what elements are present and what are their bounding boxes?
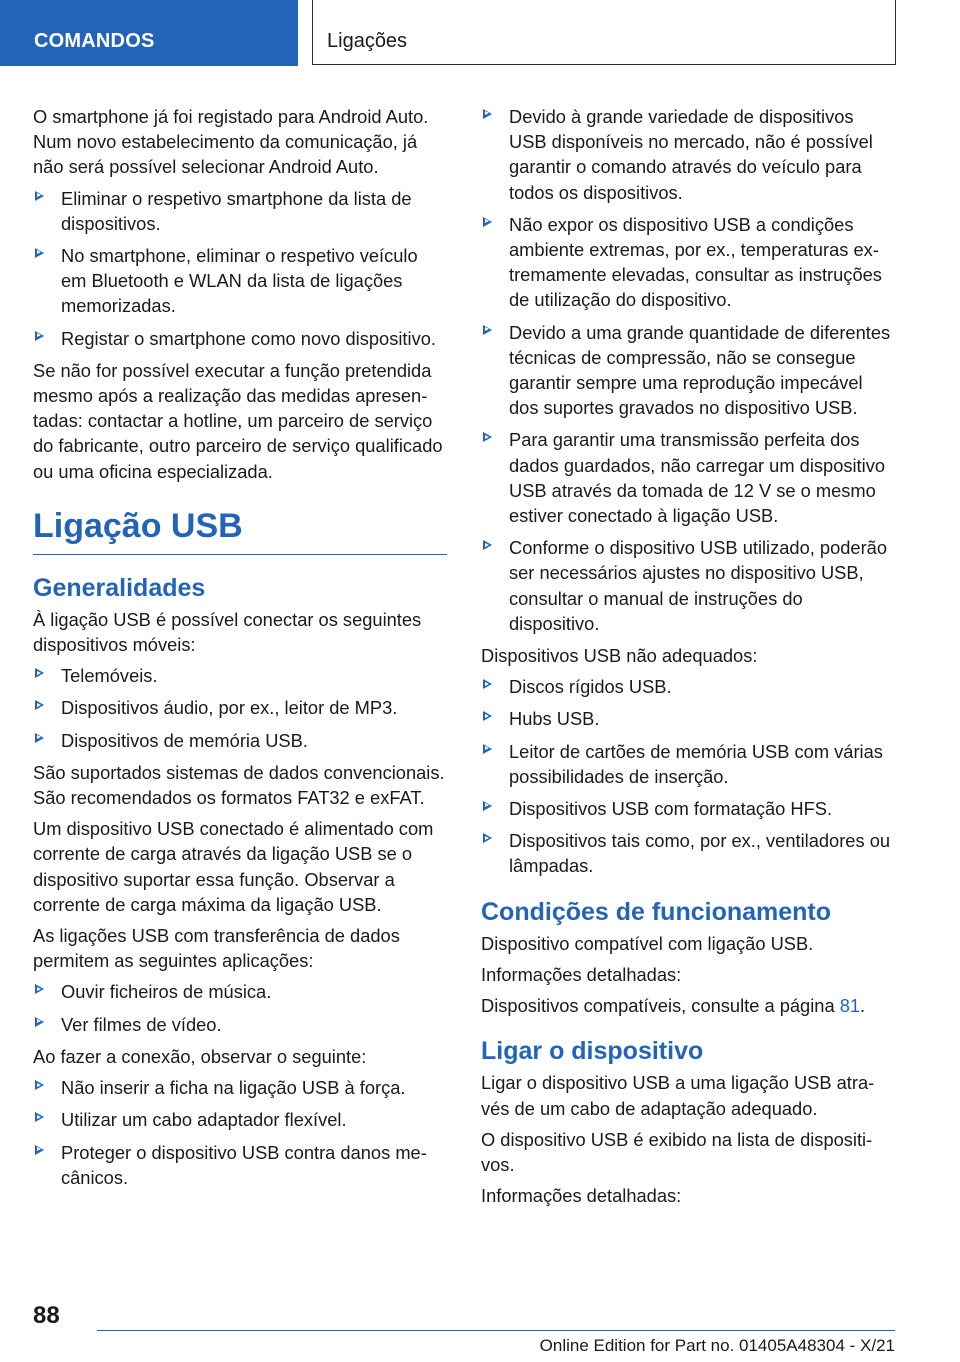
triangle-bullet-icon	[483, 325, 492, 335]
triangle-bullet-icon	[35, 733, 44, 743]
section-tab: COMANDOS	[0, 0, 298, 66]
triangle-bullet-icon	[35, 248, 44, 258]
paragraph: O smartphone já foi registado para Android Auto. Num novo estabelecimento da comunicação, já não será possível selecionar Android Auto.	[33, 106, 429, 178]
right-column	[481, 104, 895, 1214]
list-item: Ver filmes de vídeo.	[33, 1012, 447, 1037]
paragraph: Dispositivo compatível com ligação USB.	[481, 932, 814, 954]
bullet-list	[33, 186, 447, 351]
triangle-bullet-icon	[35, 1017, 44, 1027]
bullet-list	[33, 979, 447, 1036]
page-number: 88	[33, 1302, 60, 1329]
paragraph: Ligar o dispositivo USB a uma ligação USB através de um cabo de adaptação adequado.	[481, 1072, 875, 1119]
paragraph: Ao fazer a conexão, observar o seguinte:	[33, 1045, 367, 1067]
subsection-heading: Ligar o dispositivo	[481, 1037, 704, 1066]
paragraph: Dispositivos USB não adequados:	[481, 645, 758, 667]
triangle-bullet-icon	[35, 331, 44, 341]
subsection-heading: Condições de funcionamento	[481, 897, 832, 926]
bullet-list	[33, 663, 447, 753]
left-column	[33, 104, 447, 1197]
triangle-bullet-icon	[483, 540, 492, 550]
footer-edition: Online Edition for Part no. 01405A48304 - X/21	[539, 1336, 895, 1355]
triangle-bullet-icon	[483, 744, 492, 754]
triangle-bullet-icon	[35, 1112, 44, 1122]
chapter-title: Ligações	[312, 0, 896, 65]
list-item: Dispositivos USB com formatação HFS.	[481, 796, 895, 821]
list-item: Hubs USB.	[481, 706, 895, 731]
triangle-bullet-icon	[483, 711, 492, 721]
list-item: Dispositivos tais como, por ex., ventiladores ou lâmpadas.	[481, 828, 895, 878]
list-item: Devido à grande variedade de dispositivos USB disponíveis no mercado, não é possível garantir o comando através do veículo para todos os dispositivos.	[481, 104, 895, 205]
triangle-bullet-icon	[483, 833, 492, 843]
list-item: Telemóveis.	[33, 663, 447, 688]
list-item: Ouvir ficheiros de música.	[33, 979, 447, 1004]
list-item: Discos rígidos USB.	[481, 674, 895, 699]
paragraph: Um dispositivo USB conectado é alimentado com corrente de carga através da ligação USB se o dispositivo suportar essa função. Observar a corrente de carga máxima da ligação USB.	[33, 818, 434, 915]
paragraph: São suportados sistemas de dados convencionais. São recomendados os formatos FAT32 e exFAT.	[33, 761, 445, 809]
section-heading: Ligação USB	[33, 506, 447, 555]
triangle-bullet-icon	[483, 109, 492, 119]
footer-divider	[97, 1330, 895, 1331]
paragraph: Se não for possível executar a função pretendida mesmo após a realização das medidas apresentadas: contactar a hotline, um parceiro de serviço do fabricante, outro parceiro de serviço qualificado ou uma oficina especializada.	[33, 359, 443, 482]
triangle-bullet-icon	[483, 432, 492, 442]
paragraph: O dispositivo USB é exibido na lista de dispositivos.	[481, 1128, 873, 1175]
bullet-list	[481, 104, 895, 636]
triangle-bullet-icon	[35, 1080, 44, 1090]
paragraph: Dispositivos compatíveis, consulte a página 81.	[481, 995, 866, 1017]
list-item: Não expor os dispositivo USB a condições ambiente extremas, por ex., temperaturas extremamente elevadas, consultar as instruções de utilização do dispositivo.	[481, 212, 895, 313]
list-item: Utilizar um cabo adaptador flexível.	[33, 1107, 447, 1132]
list-item: Proteger o dispositivo USB contra danos mecânicos.	[33, 1140, 447, 1190]
list-item: Devido a uma grande quantidade de diferentes técnicas de compressão, não se consegue garantir sempre uma reprodução impecável dos suportes gravados no dispositivo USB.	[481, 320, 895, 421]
list-item: Registar o smartphone como novo dispositivo.	[33, 326, 447, 351]
paragraph: Informações detalhadas:	[481, 1185, 682, 1207]
triangle-bullet-icon	[483, 217, 492, 227]
paragraph: As ligações USB com transferência de dados permitem as seguintes aplicações:	[33, 925, 400, 972]
triangle-bullet-icon	[35, 700, 44, 710]
triangle-bullet-icon	[483, 679, 492, 689]
triangle-bullet-icon	[35, 984, 44, 994]
paragraph: Informações detalhadas:	[481, 963, 682, 985]
paragraph: À ligação USB é possível conectar os seguintes dispositivos móveis:	[33, 608, 422, 656]
list-item: No smartphone, eliminar o respetivo veículo em Bluetooth e WLAN da lista de ligações memorizadas.	[33, 243, 447, 319]
triangle-bullet-icon	[483, 801, 492, 811]
list-item: Dispositivos áudio, por ex., leitor de MP3.	[33, 695, 447, 720]
list-item: Para garantir uma transmissão perfeita dos dados guardados, não carregar um dispositivo USB através da tomada de 12 V se o mesmo estiver conectado à ligação USB.	[481, 427, 895, 528]
triangle-bullet-icon	[35, 1145, 44, 1155]
subsection-heading: Generalidades	[33, 573, 206, 602]
bullet-list	[481, 674, 895, 878]
list-item: Leitor de cartões de memória USB com várias possibilidades de inserção.	[481, 739, 895, 789]
page-reference-link[interactable]: 81	[839, 995, 861, 1017]
list-item: Eliminar o respetivo smartphone da lista de dispositivos.	[33, 186, 447, 236]
triangle-bullet-icon	[35, 668, 44, 678]
bullet-list	[33, 1075, 447, 1190]
triangle-bullet-icon	[35, 191, 44, 201]
list-item: Não inserir a ficha na ligação USB à força.	[33, 1075, 447, 1100]
list-item: Conforme o dispositivo USB utilizado, poderão ser necessários ajustes no dispositivo USB, consultar o manual de instruções do dispositivo.	[481, 535, 895, 636]
list-item: Dispositivos de memória USB.	[33, 728, 447, 753]
